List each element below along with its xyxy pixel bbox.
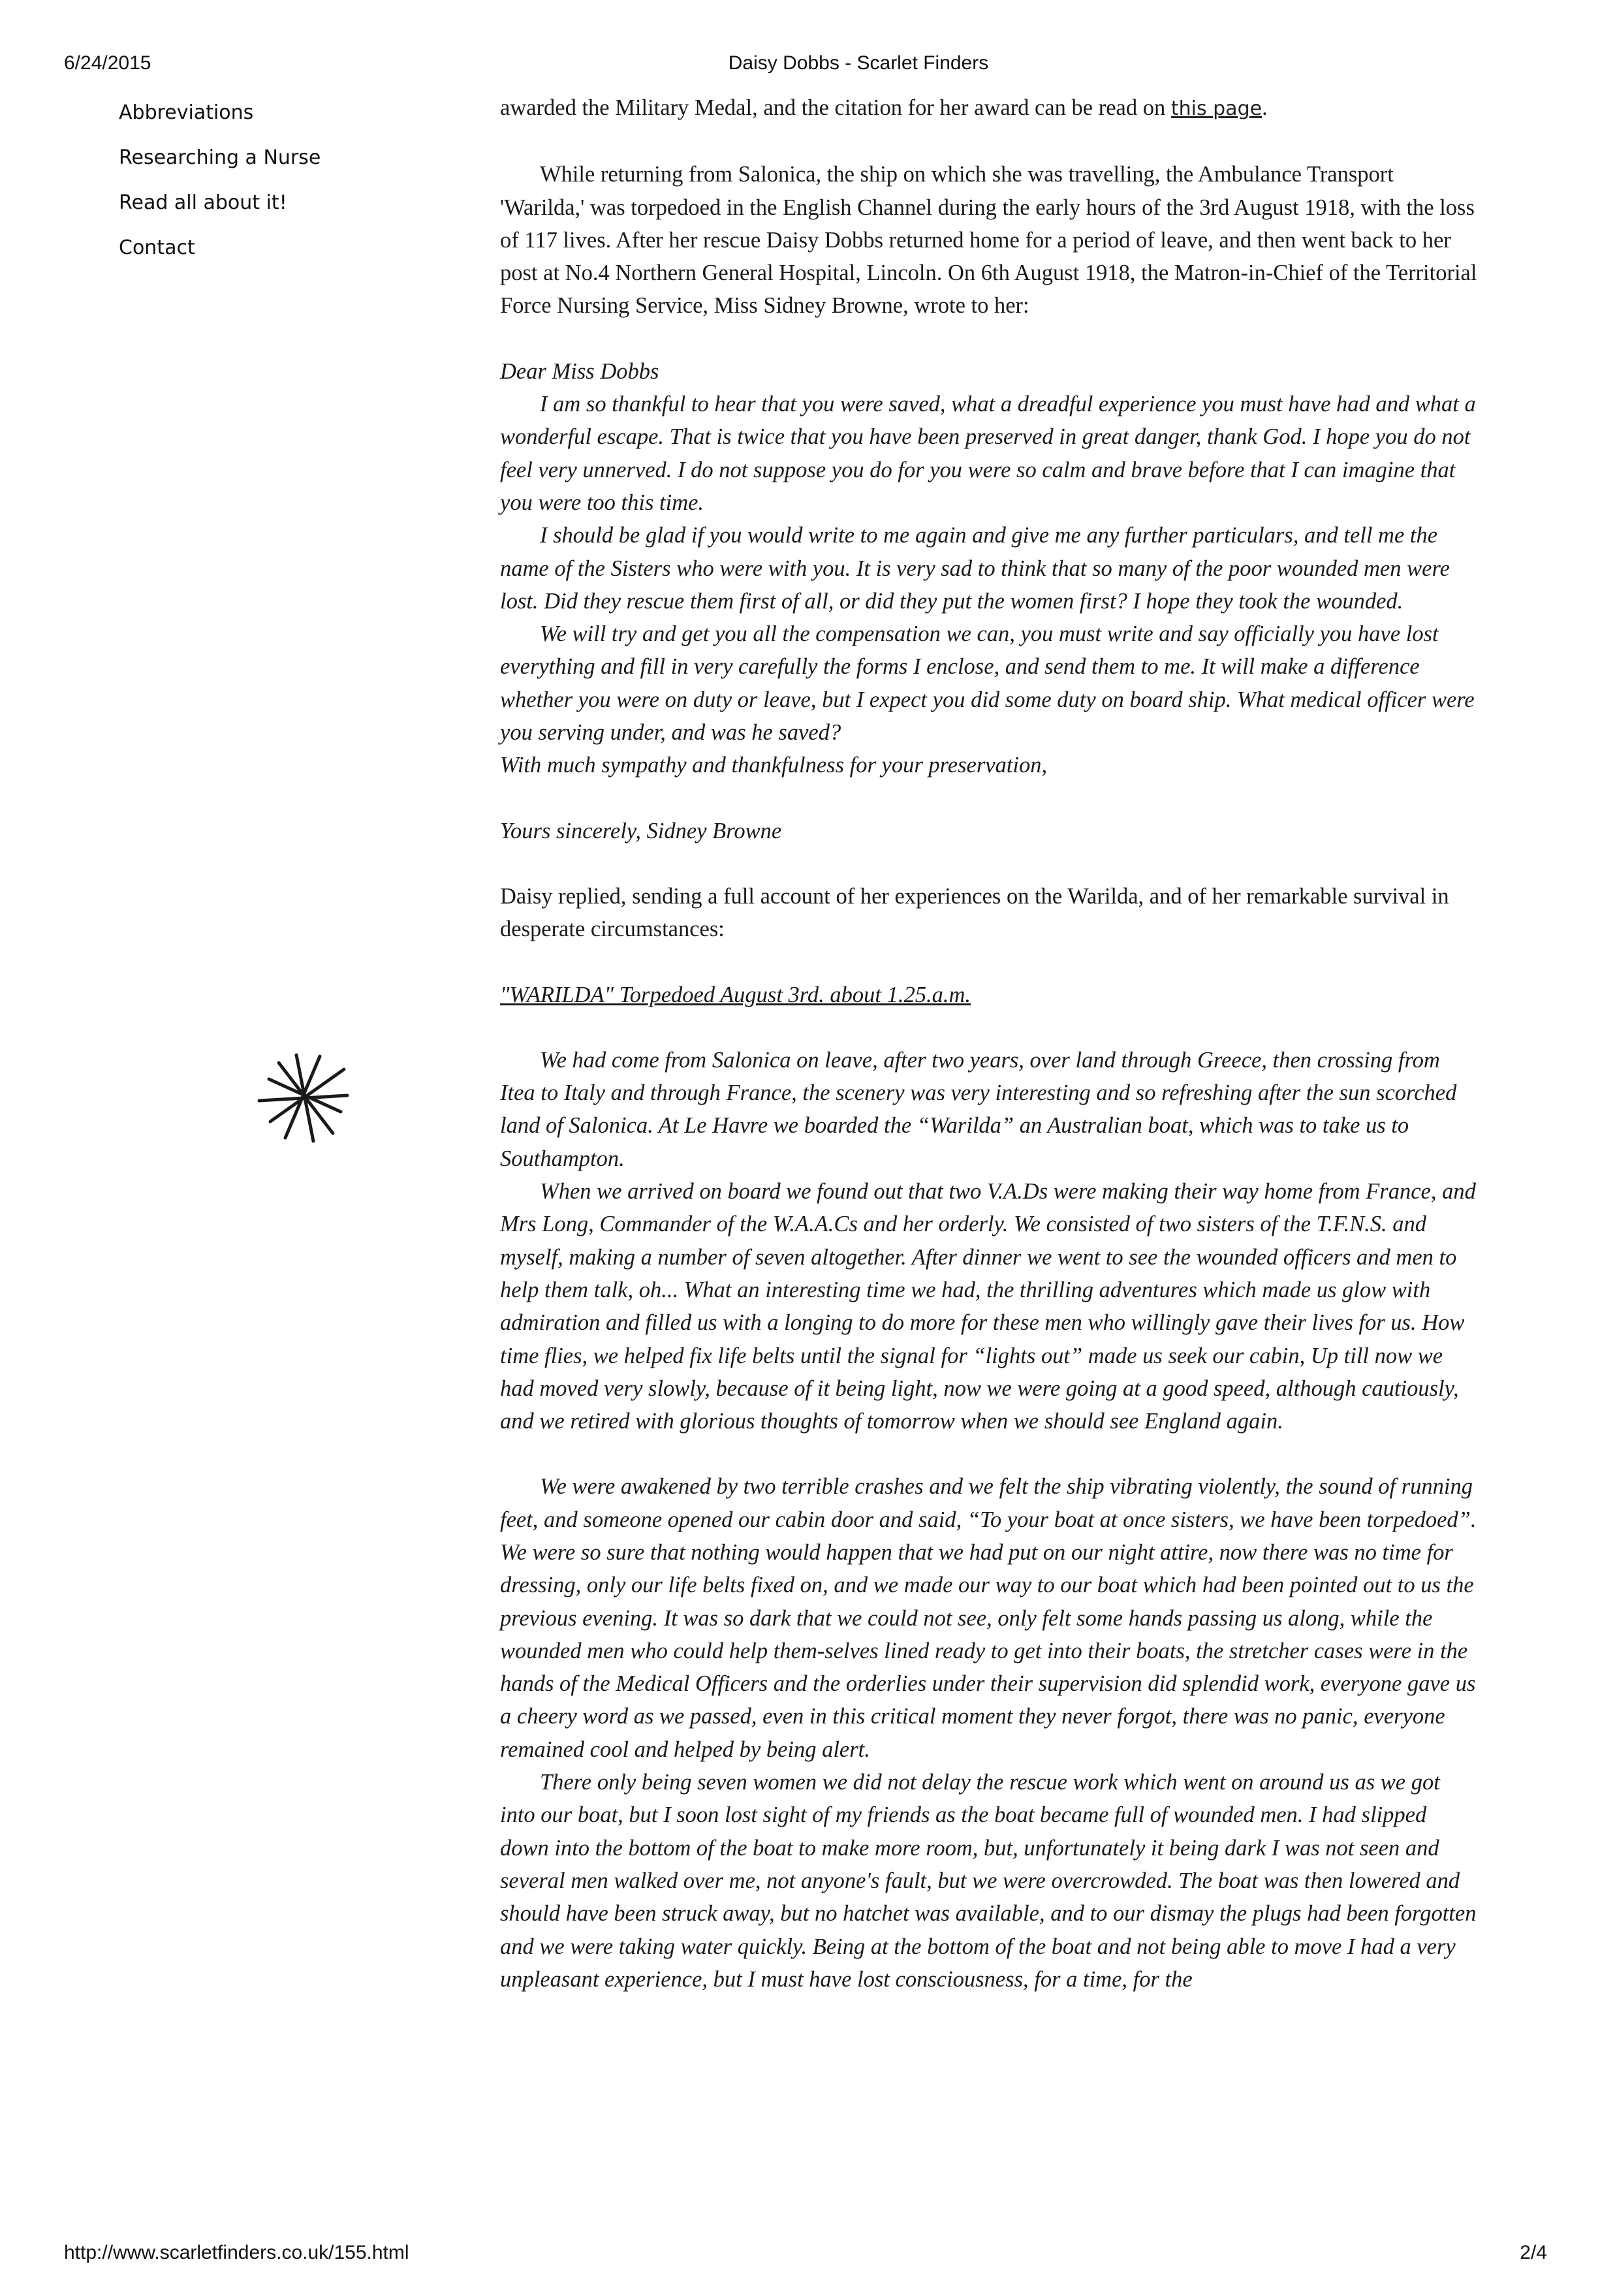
account-paragraph-3: We were awakened by two terrible crashes and we felt the ship vibrating violently, the sound of running feet, and someone opened our cabin door and said, “To your boat at once sisters, we have been torpedoed”. We were so sure that nothing would happen that we had put on our night attire, now there was no time for dressing, only our life belts fixed on, and we made our way to our boat which had been pointed out to us the previous evening. It was so dark that we could not see, only felt some hands passing us along, while the wounded men who could help them-selves lined ready to get into their boats, the stretcher cases were in the hands of the Medical Officers and the orderlies under their supervision did splendid work, everyone gave us a cheery word as we passed, even in this critical moment they never forgot, there was no panic, everyone remained cool and helped by being alert.: [500, 1474, 1477, 1762]
letter-paragraph-1: I am so thankful to hear that you were saved, what a dreadful experience you must have had and what a wonderful escape. That is twice that you have been preserved in great danger, thank God. I hope you do not feel very unnerved. I do not suppose you do for you were so calm and brave before that I can imagine that you were too this time.: [500, 392, 1476, 515]
account-paragraph-4: There only being seven women we did not delay the rescue work which went on around us as we got into our boat, but I soon lost sight of my friends as the boat became full of wounded men. I had slipped down into the bottom of the boat to make more room, but, unfortunately it being dark I was not seen and several men walked over me, not anyone's fault, but we were overcrowded. The boat was then lowered and should have been struck away, but no hatchet was available, and to our dismay the plugs had been forgotten and we were taking water quickly. Being at the bottom of the boat and not being able to move I had a very unpleasant experience, but I must have lost consciousness, for a time, for the: [500, 1770, 1477, 1992]
sidebar-item-read-all-about-it[interactable]: Read all about it!: [119, 191, 287, 214]
sidebar-item-researching-a-nurse[interactable]: Researching a Nurse: [119, 146, 321, 169]
page-url: http://www.scarletfinders.co.uk/155.html: [64, 2242, 409, 2263]
letter-closing: With much sympathy and thankfulness for your preservation,: [500, 753, 1048, 778]
account-paragraph-1: We had come from Salonica on leave, after two years, over land through Greece, then crossing from Itea to Italy and through France, the scenery was very interesting and so refreshing after the sun scorched land of Salonica. At Le Havre we boarded the “Warilda” an Australian boat, which was to take us to Southampton.: [500, 1047, 1457, 1171]
asterisk-mark: [256, 1050, 354, 1148]
print-footer: [0, 2242, 1615, 2269]
this-page-link[interactable]: this page: [1170, 97, 1262, 120]
article-content: [500, 91, 1479, 1996]
letter-paragraph-3: We will try and get you all the compensation we can, you must write and say officially you have lost everything and fill in very carefully the forms I enclose, and send them to me. It will make a difference whether you were on duty or leave, but I expect you did some duty on board ship. What medical officer were you serving under, and was he saved?: [500, 621, 1475, 746]
sidebar-item-contact[interactable]: Contact: [119, 236, 195, 259]
intro-paragraph: [500, 91, 1479, 125]
intro-text: awarded the Military Medal, and the citation for her award can be read on: [500, 95, 1171, 120]
body-paragraph-1: While returning from Salonica, the ship on which she was travelling, the Ambulance Transport 'Warilda,' was torpedoed in the English Channel during the early hours of the 3rd August 1918, with the loss of 117 lives. After her rescue Daisy Dobbs returned home for a period of leave, and then went back to her post at No.4 Northern General Hospital, Lincoln. On 6th August 1918, the Matron-in-Chief of the Territorial Force Nursing Service, Miss Sidney Browne, wrote to her:: [500, 162, 1477, 319]
account-heading: "WARILDA" Torpedoed August 3rd. about 1.25.a.m.: [500, 982, 971, 1007]
page-number: 2/4: [1520, 2242, 1547, 2263]
intro-end: .: [1262, 95, 1268, 120]
sidebar-nav: [119, 98, 406, 278]
page-title: Daisy Dobbs - Scarlet Finders: [728, 52, 989, 74]
letter-signoff: Yours sincerely, Sidney Browne: [500, 818, 782, 843]
body-paragraph-2: Daisy replied, sending a full account of her experiences on the Warilda, and of her remarkable survival in desperate circumstances:: [500, 883, 1449, 942]
account-paragraph-2: When we arrived on board we found out that two V.A.Ds were making their way home from France, and Mrs Long, Commander of the W.A.A.Cs and her orderly. We consisted of two sisters of the T.F.N.S. and myself, making a number of seven altogether. After dinner we went to see the wounded officers and men to help them talk, oh... What an interesting time we had, the thrilling adventures which made us glow with admiration and filled us with a longing to do more for these men who willingly gave their lives for us. How time flies, we helped fix life belts until the signal for “lights out” made us seek our cabin, Up till now we had moved very slowly, because of it being light, now we were going at a good speed, although cautiously, and we retired with glorious thoughts of tomorrow when we should see England again.: [500, 1179, 1476, 1434]
sidebar-item-abbreviations[interactable]: Abbreviations: [119, 101, 254, 124]
letter-salutation: Dear Miss Dobbs: [500, 358, 659, 384]
print-date: 6/24/2015: [64, 52, 151, 74]
letter-paragraph-2: I should be glad if you would write to me again and give me any further particulars, and tell me the name of the Sisters who were with you. It is very sad to think that so many of the poor wounded men were lost. Did they rescue them first of all, or did they put the women first? I hope they took the wounded.: [500, 523, 1450, 614]
print-header: [0, 52, 1615, 80]
